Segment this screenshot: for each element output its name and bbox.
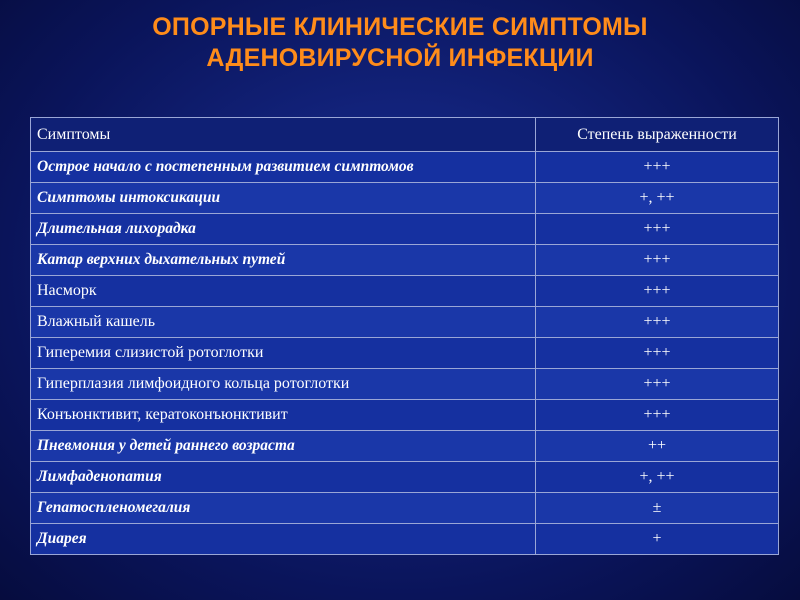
degree-cell: +++ [536,152,779,183]
symptom-cell: Катар верхних дыхательных путей [31,245,536,276]
table-header-row [31,118,779,152]
table-row [31,338,779,369]
symptom-cell: Гиперемия слизистой ротоглотки [31,338,536,369]
symptom-cell: Длительная лихорадка [31,214,536,245]
table-row [31,214,779,245]
symptom-cell: Лимфаденопатия [31,462,536,493]
table-body [31,152,779,555]
degree-cell: + [536,524,779,555]
degree-cell: +, ++ [536,462,779,493]
table-row [31,276,779,307]
symptom-cell: Гиперплазия лимфоидного кольца ротоглотки [31,369,536,400]
symptom-cell: Острое начало с постепенным развитием симптомов [31,152,536,183]
degree-cell: +++ [536,400,779,431]
table-row [31,307,779,338]
page-title-line-1: ОПОРНЫЕ КЛИНИЧЕСКИЕ СИМПТОМЫ [152,13,648,41]
degree-cell: +, ++ [536,183,779,214]
symptom-cell: Конъюнктивит, кератоконъюнктивит [31,400,536,431]
table-row [31,245,779,276]
column-header-symptoms: Симптомы [31,118,536,152]
degree-cell: +++ [536,338,779,369]
degree-cell: +++ [536,214,779,245]
symptom-cell: Пневмония у детей раннего возраста [31,431,536,462]
table-row [31,493,779,524]
table-row [31,462,779,493]
degree-cell: +++ [536,369,779,400]
column-header-degree: Степень выраженности [536,118,779,152]
table-row [31,431,779,462]
degree-cell: ± [536,493,779,524]
symptom-cell: Насморк [31,276,536,307]
table-row [31,183,779,214]
symptom-cell: Влажный кашель [31,307,536,338]
symptom-cell: Гепатоспленомегалия [31,493,536,524]
page-title [0,12,800,74]
table-row [31,152,779,183]
page-title-line-2: АДЕНОВИРУСНОЙ ИНФЕКЦИИ [206,44,594,72]
degree-cell: +++ [536,245,779,276]
degree-cell: +++ [536,307,779,338]
table-row [31,400,779,431]
table-row [31,524,779,555]
table-row [31,369,779,400]
symptoms-table [30,117,779,555]
symptom-cell: Симптомы интоксикации [31,183,536,214]
symptom-cell: Диарея [31,524,536,555]
degree-cell: +++ [536,276,779,307]
degree-cell: ++ [536,431,779,462]
